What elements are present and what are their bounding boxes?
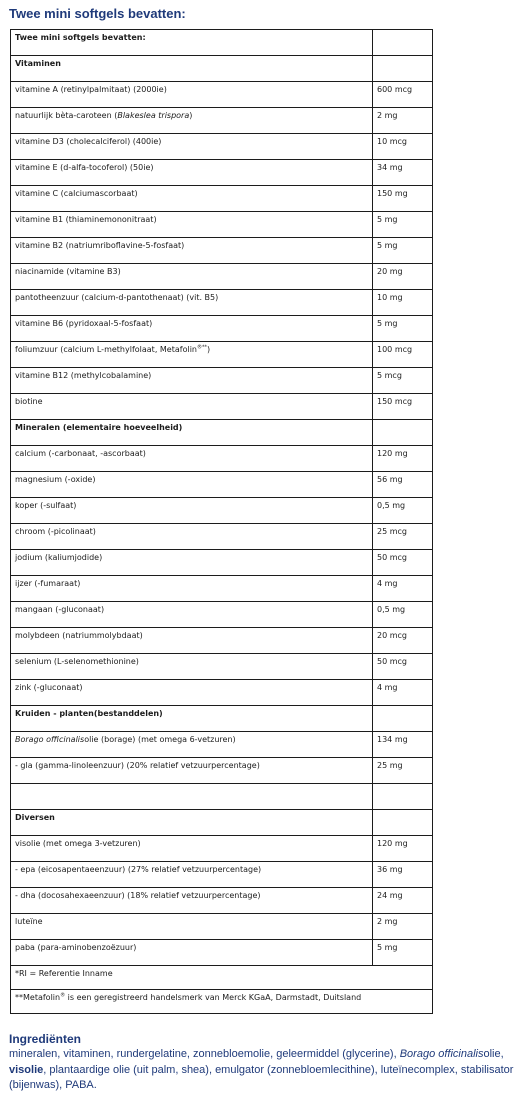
table-row [11, 784, 433, 810]
table-row [11, 524, 433, 550]
section-value-cell [373, 810, 433, 836]
nutrient-name: visolie (met omega 3-vetzuren) [15, 839, 141, 848]
table-row [11, 602, 433, 628]
nutrient-name-cell [11, 576, 373, 602]
nutrient-amount: 5 mcg [373, 368, 433, 394]
nutrient-amount: 5 mg [373, 316, 433, 342]
nutrient-amount: 4 mg [373, 680, 433, 706]
nutrient-name-cell [11, 472, 373, 498]
nutrient-amount: 0,5 mg [373, 602, 433, 628]
nutrient-amount: 2 mg [373, 914, 433, 940]
table-row [11, 888, 433, 914]
nutrient-amount: 24 mg [373, 888, 433, 914]
nutrient-name-cell [11, 550, 373, 576]
table-row [11, 394, 433, 420]
nutrient-name-cell [11, 758, 373, 784]
nutrient-name-sup: ®** [197, 344, 207, 351]
nutrient-amount: 150 mg [373, 186, 433, 212]
table-row [11, 680, 433, 706]
nutrient-name-cell [11, 264, 373, 290]
nutrient-name-cell [11, 368, 373, 394]
nutrient-amount: 100 mcg [373, 342, 433, 368]
nutrient-amount: 120 mg [373, 836, 433, 862]
nutrient-name: koper (-sulfaat) [15, 501, 77, 510]
nutrient-name: calcium (-carbonaat, -ascorbaat) [15, 449, 146, 458]
nutrient-amount: 150 mcg [373, 394, 433, 420]
nutrient-amount: 10 mg [373, 290, 433, 316]
nutrient-name: magnesium (-oxide) [15, 475, 96, 484]
note-row [11, 966, 433, 990]
nutrient-name-cell [11, 940, 373, 966]
nutrient-amount: 0,5 mg [373, 498, 433, 524]
nutrient-amount: 50 mcg [373, 550, 433, 576]
table-header-value [373, 30, 433, 56]
nutrient-amount: 25 mcg [373, 524, 433, 550]
table-header-row [11, 30, 433, 56]
section-row [11, 706, 433, 732]
section-value-cell [373, 420, 433, 446]
ingredients-part-borago: Borago officinalis [399, 1048, 484, 1060]
nutrient-name: - epa (eicosapentaeenzuur) (27% relatief vetzuurpercentage) [15, 865, 262, 874]
note-metafolin-sup: ® [60, 992, 66, 999]
table-row [11, 940, 433, 966]
nutrient-name: olie (boragе) (met omega 6-vetzuren) [84, 735, 236, 744]
ingredients-part-olie: olie, [483, 1048, 504, 1060]
note-row [11, 990, 433, 1014]
nutrient-name: vitamine B6 (pyridoxaal-5-fosfaat) [15, 319, 153, 328]
nutrient-name-cell [11, 654, 373, 680]
nutrient-name-italic: Borago officinalis [15, 735, 85, 744]
nutrient-name: vitamine C (calciumascorbaat) [15, 189, 138, 198]
nutrient-name-cell [11, 290, 373, 316]
section-value-cell [373, 706, 433, 732]
nutrient-name-cell [11, 888, 373, 914]
section-title: Vitaminen [11, 56, 373, 82]
section-row [11, 810, 433, 836]
nutrient-amount: 134 mg [373, 732, 433, 758]
nutrient-name-suffix: ) [189, 111, 193, 120]
nutrient-name: biotine [15, 397, 43, 406]
nutrient-name-cell [11, 134, 373, 160]
ingredients-text [9, 1047, 521, 1094]
table-row [11, 862, 433, 888]
nutrient-name-cell [11, 238, 373, 264]
nutrient-name: luteïne [15, 917, 43, 926]
table-row [11, 290, 433, 316]
nutrient-name: vitamine A (retinylpalmitaat) (2000ie) [15, 85, 167, 94]
section-title: Kruiden - planten(bestanddelen) [11, 706, 373, 732]
nutrient-name: chroom (-picolinaat) [15, 527, 96, 536]
note-ri: *RI = Referentie Inname [11, 966, 433, 990]
nutrient-name: pantotheenzuur (calcium-d-pantothenaat) (vit. B5) [15, 293, 219, 302]
nutrient-name: jodium (kaliumjodide) [15, 553, 103, 562]
ingredients-part-rest: , plantaardige olie (uit palm, shea), emulgator (zonnebloemlecithine), luteïnecomplex, stabilisator (bijenwas), PABA. [9, 1063, 514, 1091]
nutrient-name-cell [11, 784, 373, 810]
table-row [11, 238, 433, 264]
section-title: Mineralen (elementaire hoeveelheid) [11, 420, 373, 446]
table-row [11, 732, 433, 758]
nutrient-amount: 5 mg [373, 212, 433, 238]
section-value-cell [373, 56, 433, 82]
nutrient-name-cell [11, 108, 373, 134]
table-header-label: Twee mini softgels bevatten: [11, 30, 373, 56]
nutrient-amount: 25 mg [373, 758, 433, 784]
nutrient-name: natuurlijk bèta-caroteen ( [15, 111, 118, 120]
section-row [11, 420, 433, 446]
nutrient-name-cell [11, 836, 373, 862]
nutrient-name-suffix: ) [207, 345, 211, 354]
ingredients-title: Ingrediënten [9, 1032, 82, 1046]
nutrient-name-cell [11, 160, 373, 186]
nutrient-name-cell [11, 914, 373, 940]
table-row [11, 160, 433, 186]
nutrient-amount [373, 784, 433, 810]
nutrient-name-cell [11, 498, 373, 524]
nutrient-amount: 5 mg [373, 238, 433, 264]
note-metafolin [11, 990, 433, 1014]
section-row [11, 56, 433, 82]
note-metafolin-b: is een geregistreerd handelsmerk van Merck KGaA, Darmstadt, Duitsland [65, 993, 362, 1002]
nutrient-name-cell [11, 316, 373, 342]
nutrient-amount: 4 mg [373, 576, 433, 602]
nutrient-amount: 10 mcg [373, 134, 433, 160]
nutrient-amount: 120 mg [373, 446, 433, 472]
ingredients-part-visolie: visolie [9, 1063, 44, 1076]
nutrient-amount: 20 mcg [373, 628, 433, 654]
nutrient-amount: 34 mg [373, 160, 433, 186]
nutrient-name: vitamine E (d-alfa-tocoferol) (50ie) [15, 163, 154, 172]
nutrient-name: mangaan (-gluconaat) [15, 605, 105, 614]
table-row [11, 550, 433, 576]
nutrient-name: vitamine B2 (natriumriboflavine-5-fosfaat) [15, 241, 185, 250]
nutrient-name: paba (para-aminobenzoëzuur) [15, 943, 137, 952]
table-row [11, 316, 433, 342]
nutrient-name: zink (-gluconaat) [15, 683, 83, 692]
nutrient-name-cell [11, 212, 373, 238]
nutrient-name-cell [11, 628, 373, 654]
table-row [11, 654, 433, 680]
table-row [11, 576, 433, 602]
table-row [11, 134, 433, 160]
nutrient-name: vitamine D3 (cholecalciferol) (400ie) [15, 137, 162, 146]
nutrient-amount: 20 mg [373, 264, 433, 290]
nutrient-amount: 36 mg [373, 862, 433, 888]
table-row [11, 108, 433, 134]
ingredients-part-1: mineralen, vitaminen, rundergelatine, zonnebloemolie, geleermiddel (glycerine), [9, 1048, 400, 1060]
nutrient-amount: 5 mg [373, 940, 433, 966]
nutrient-name-cell [11, 394, 373, 420]
table-row [11, 82, 433, 108]
nutrient-name: - dha (docosahexaeenzuur) (18% relatief vetzuurpercentage) [15, 891, 261, 900]
nutrient-name: vitamine B12 (methylcobalamine) [15, 371, 152, 380]
section-title: Diversen [11, 810, 373, 836]
table-row [11, 368, 433, 394]
page-heading: Twee mini softgels bevatten: [9, 6, 186, 21]
nutrient-name-cell [11, 602, 373, 628]
table-row [11, 758, 433, 784]
nutrient-name-cell [11, 342, 373, 368]
nutrient-amount: 600 mcg [373, 82, 433, 108]
nutrient-name: foliumzuur (calcium L-methylfolaat, Metafolin [15, 345, 197, 354]
table-row [11, 186, 433, 212]
nutrient-name-cell [11, 524, 373, 550]
nutrient-amount: 50 mcg [373, 654, 433, 680]
nutrient-name-cell [11, 680, 373, 706]
table-row [11, 446, 433, 472]
nutrition-table [10, 29, 433, 1014]
table-row [11, 914, 433, 940]
nutrient-name: vitamine B1 (thiaminemononitraat) [15, 215, 157, 224]
nutrient-name: molybdeen (natriummolybdaat) [15, 631, 143, 640]
nutrient-name: niacinamide (vitamine B3) [15, 267, 121, 276]
nutrient-name-cell [11, 732, 373, 758]
nutrient-name-cell [11, 862, 373, 888]
note-metafolin-a: **Metafolin [15, 993, 61, 1002]
nutrient-amount: 56 mg [373, 472, 433, 498]
table-row [11, 264, 433, 290]
nutrient-name-cell [11, 446, 373, 472]
table-row [11, 212, 433, 238]
table-row [11, 836, 433, 862]
table-row [11, 628, 433, 654]
table-row [11, 472, 433, 498]
nutrient-name: selenium (L-selenomethionine) [15, 657, 139, 666]
nutrient-name-cell [11, 82, 373, 108]
nutrient-name: ijzer (-fumaraat) [15, 579, 81, 588]
table-row [11, 498, 433, 524]
nutrient-name: - gla (gamma-linoleenzuur) (20% relatief vetzuurpercentage) [15, 761, 260, 770]
table-row [11, 342, 433, 368]
nutrient-amount: 2 mg [373, 108, 433, 134]
nutrient-name-cell [11, 186, 373, 212]
nutrient-name-italic: Blakeslea trispora [117, 111, 190, 120]
